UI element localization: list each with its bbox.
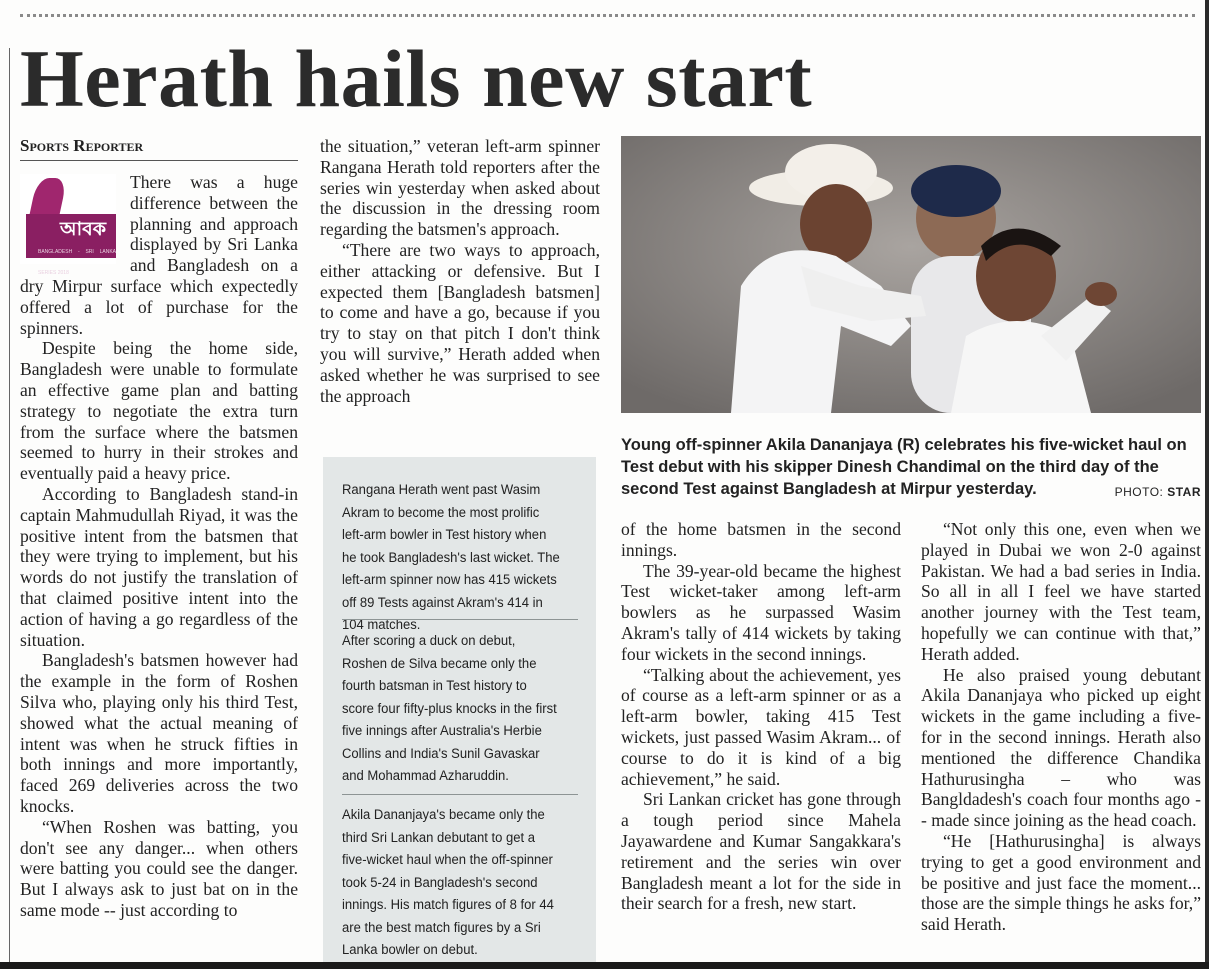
fact-box	[323, 457, 596, 962]
headline: Herath hails new start	[20, 33, 813, 124]
paragraph: Despite being the home side, Bangladesh were unable to formulate an effective game plan and batting strategy to negotiate the extra turn from the surface where the batsmen seemed to hurry in their strokes and eventually paid a heavy price.	[20, 338, 298, 484]
article-column-2	[320, 136, 600, 406]
paragraph: “There are two ways to approach, either attacking or defensive. But I expected them [Bangladesh batsmen] to come and have a go, because if you try to stay on that pitch I don't think you will survive,” Herath added when asked whether he was surprised to see the approach	[320, 239, 600, 406]
photo-credit-prefix: PHOTO:	[1114, 485, 1164, 499]
left-margin-rule	[9, 48, 10, 963]
paragraph: of the home batsmen in the second innings.	[621, 519, 901, 560]
caption-text: Young off-spinner Akila Dananjaya (R) celebrates his five-wicket haul on Test debut with his skipper Dinesh Chandimal on the third day of the second Test against Bangladesh at Mirpur yesterday.	[621, 436, 1187, 498]
paragraph: “Not only this one, even when we played in Dubai we won 2-0 against Pakistan. We had a bad series in India. So all in all I feel we have started another journey with the Test team, hopefully we can continue with that,” Herath added.	[921, 519, 1201, 664]
top-dotted-rule	[20, 14, 1195, 17]
celebration-photo	[621, 136, 1201, 413]
fact-item: Akila Dananjaya's became only the third Sri Lankan debutant to get a five-wicket haul when the off-spinner took 5-24 in Bangladesh's second innings. His match figures of 8 for 44 are the best match figures by a Sri Lanka bowler on debut.	[342, 807, 554, 958]
paragraph: “Talking about the achievement, yes of course as a left-arm spinner or as a left-arm bowler, taking 415 Test wickets, just passed Wasim Akram... of course to do it is kind of a big achievement,” he said.	[621, 664, 901, 789]
right-page-edge	[1205, 0, 1209, 969]
fact-divider	[342, 794, 578, 795]
series-logo	[20, 174, 116, 276]
logo-subtitle: BANGLADESH - SRI LANKA SERIES 2018	[38, 249, 116, 276]
byline: Sports Reporter	[20, 136, 298, 161]
photo-illustration	[621, 136, 1201, 413]
fact-divider	[342, 619, 578, 620]
fact-item: Rangana Herath went past Wasim Akram to become the most prolific left-arm bowler in Test history when he took Bangladesh's last wicket. The left-arm spinner now has 415 wickets off 89 Tests against Akram's 414 in 104 matches.	[342, 482, 560, 633]
paragraph: The 39-year-old became the highest Test wicket-taker among left-arm bowlers as he surpassed Wasim Akram's tally of 414 wickets by taking four wickets in the second innings.	[621, 560, 901, 664]
paragraph: “He [Hathurusingha] is always trying to get a good environment and be positive and just face the moment... those are the simple things he asks for,” said Herath.	[921, 830, 1201, 935]
bottom-page-edge	[0, 962, 1209, 969]
photo-credit-source: STAR	[1167, 485, 1201, 499]
paragraph: According to Bangladesh stand-in captain Mahmudullah Riyad, it was the positive intent from the batsmen that they were trying to implement, but his words do not justify the translation of that claimed positive intent into the action of having a go regardless of the situation.	[20, 483, 298, 650]
logo-name: আবক	[60, 219, 107, 240]
fact-item: After scoring a duck on debut, Roshen de Silva became only the fourth batsman in Test history to score four fifty-plus knocks in the first five innings after Australia's Herbie Collins and India's Sunil Gavaskar and Mohammad Azharuddin.	[342, 633, 557, 784]
photo-caption	[621, 434, 1201, 503]
paragraph: He also praised young debutant Akila Dananjaya who picked up eight wickets in the game including a five-for in the second innings. Herath also mentioned the difference Chandika Hathurusingha – who was Bangldadesh's coach four months ago -- made since joining as the head coach.	[921, 664, 1201, 831]
article-column-4	[921, 519, 1201, 935]
photo-credit	[1115, 481, 1201, 503]
paragraph: Bangladesh's batsmen however had the example in the form of Roshen Silva who, playing only his third Test, showed what the actual meaning of intent was when he struck fifties in both innings and more importantly, faced 269 deliveries across the two knocks.	[20, 650, 298, 816]
paragraph: There was a huge difference between the planning and approach displayed by Sri Lanka and Bangladesh on a dry Mirpur surface which expectedly offered a lot of purchase for the spinners.	[20, 172, 298, 338]
paragraph: Sri Lankan cricket has gone through a tough period since Mahela Jayawardene and Kumar Sangakkara's retirement and the series win over Bangladesh meant a lot for the side in their search for a fresh, new start.	[621, 789, 901, 914]
article-column-3	[621, 519, 901, 914]
paragraph: “When Roshen was batting, you don't see any danger... when others were batting you could see the danger. But I always ask to just bat on in the same mode -- just according to	[20, 816, 298, 920]
article-column-1	[20, 172, 298, 921]
paragraph: the situation,” veteran left-arm spinner Rangana Herath told reporters after the series win yesterday when asked about the discussion in the dressing room regarding the batsmen's approach.	[320, 136, 600, 240]
